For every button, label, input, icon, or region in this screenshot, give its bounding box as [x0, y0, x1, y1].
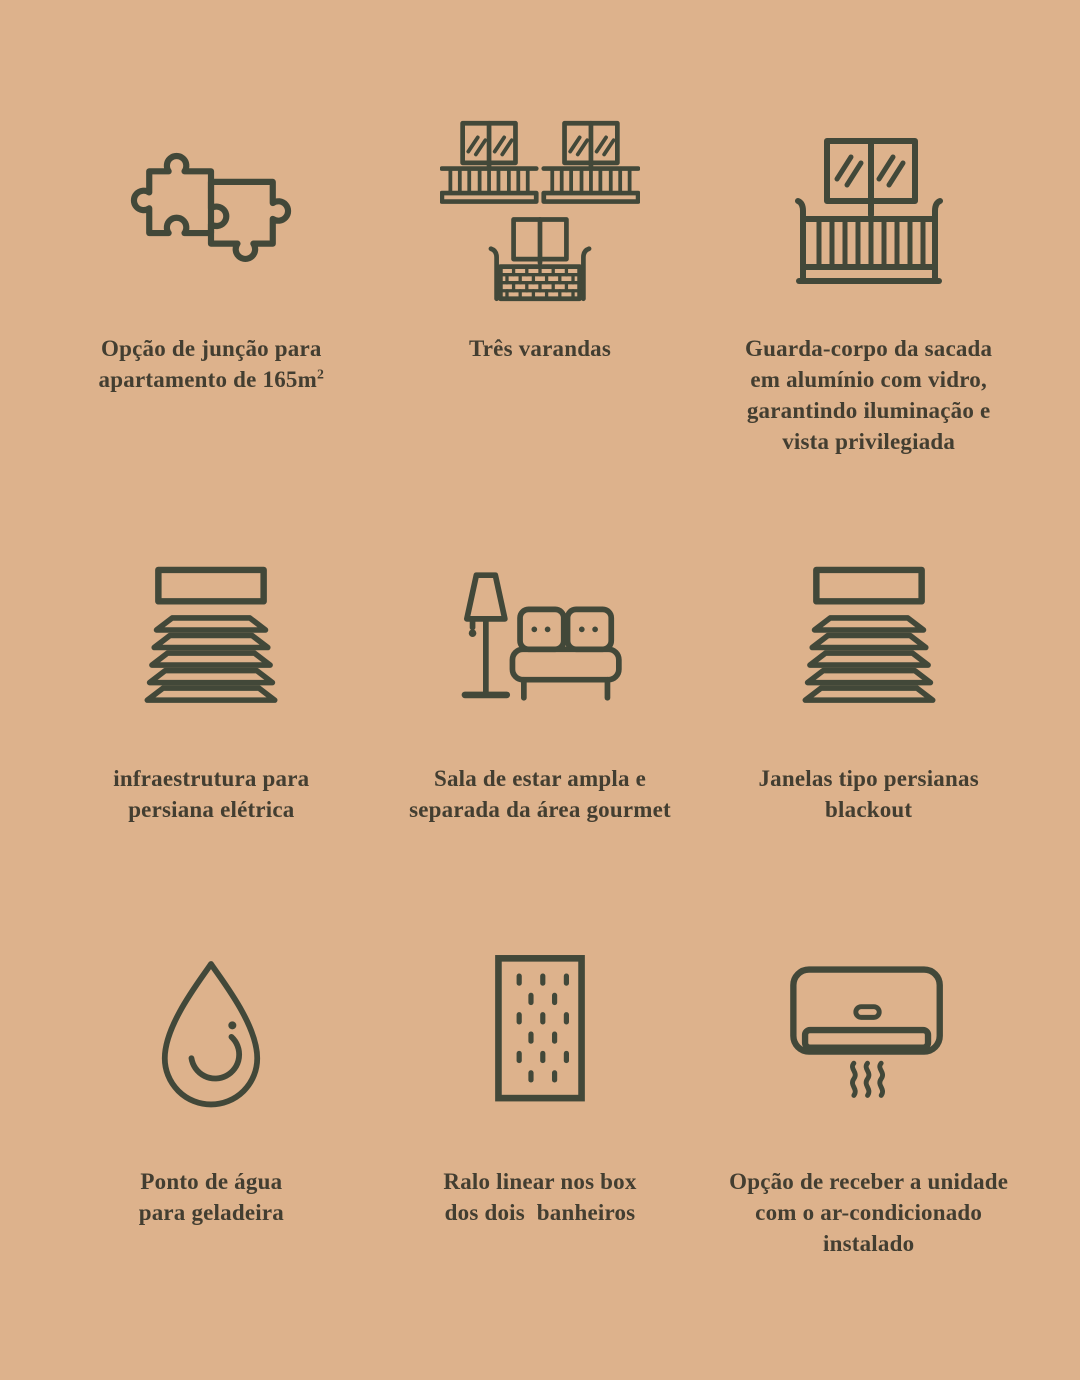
- water-drop-icon: [131, 948, 291, 1116]
- feature-caption: Opção de junção para apartamento de $165m^2$: [98, 336, 325, 392]
- feature-card-blackout-blinds: [709, 508, 1028, 898]
- feature-caption: Três varandas: [468, 336, 612, 361]
- feature-card-three-balconies: [381, 88, 700, 508]
- feature-caption: Ponto de água para geladeira: [138, 1169, 284, 1225]
- puzzle-icon: [105, 136, 317, 286]
- linear-drain-icon: [455, 947, 625, 1117]
- feature-card-electric-blinds: [52, 508, 371, 898]
- window-blinds-icon: [781, 557, 957, 714]
- feature-caption: infraestrutura para persiana elétrica: [113, 766, 310, 822]
- feature-card-air-conditioner: [709, 898, 1028, 1298]
- feature-card-guard-rail: [709, 88, 1028, 508]
- feature-card-union-option: [52, 88, 371, 508]
- balcony-railing-icon: [779, 127, 959, 295]
- feature-card-water-point: [52, 898, 371, 1298]
- feature-caption: Janelas tipo persianas blackout: [758, 766, 979, 822]
- feature-caption: Ralo linear nos box dos dois banheiros: [443, 1169, 637, 1225]
- feature-caption: Sala de estar ampla e separada da área gourmet: [409, 766, 671, 822]
- air-conditioner-icon: [766, 952, 971, 1113]
- feature-caption: Opção de receber a unidade com o ar-condicionado instalado: [729, 1169, 1009, 1256]
- feature-card-linear-drain: [381, 898, 700, 1298]
- feature-card-living-room: [381, 508, 700, 898]
- sofa-lamp-icon: [440, 560, 640, 712]
- feature-caption: Guarda-corpo da sacada em alumínio com vidro, garantindo iluminação e vista privilegiada: [745, 336, 993, 454]
- window-blinds-icon: [123, 557, 299, 714]
- three-balconies-icon: [440, 113, 640, 309]
